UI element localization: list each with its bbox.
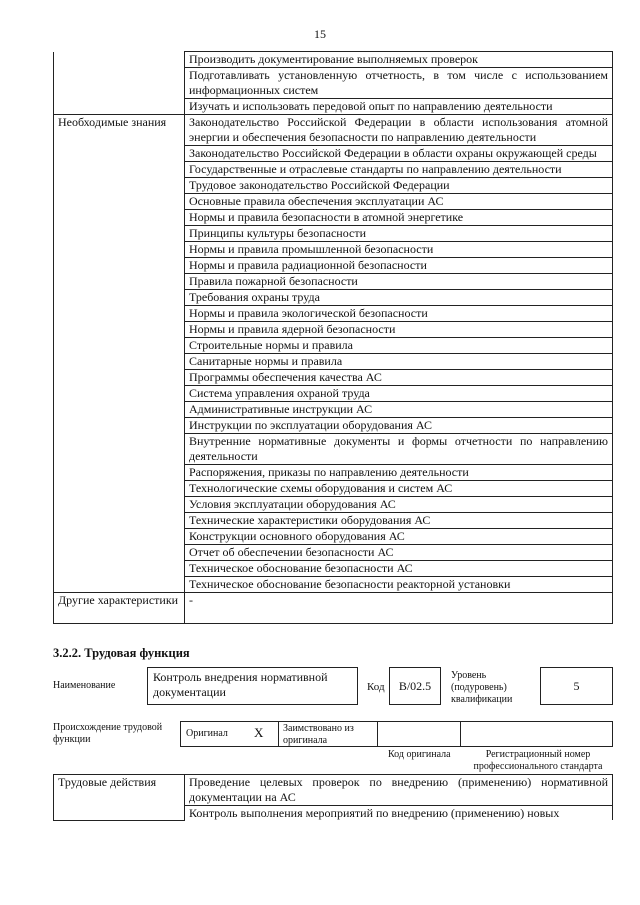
knowledge-item: Трудовое законодательство Российской Федерации bbox=[185, 178, 613, 194]
knowledge-item: Законодательство Российской Федерации в области использования атомной энергии и обеспечения безопасности по направлению деятельности bbox=[185, 115, 613, 146]
knowledge-item: Законодательство Российской Федерации в области охраны окружающей среды bbox=[185, 146, 613, 162]
knowledge-item: Программы обеспечения качества АС bbox=[185, 370, 613, 386]
knowledge-item: Нормы и правила ядерной безопасности bbox=[185, 322, 613, 338]
skill-item: Производить документирование выполняемых проверок bbox=[185, 52, 613, 68]
knowledge-item: Санитарные нормы и правила bbox=[185, 354, 613, 370]
knowledge-item: Внутренние нормативные документы и формы отчетности по направлению деятельности bbox=[185, 434, 613, 465]
reg-number-label: Регистрационный номер профессионального стандарта bbox=[473, 749, 603, 772]
knowledge-item: Условия эксплуатации оборудования АС bbox=[185, 497, 613, 513]
origin-label: Происхождение трудовой функции bbox=[53, 722, 163, 745]
action-item-text: Контроль выполнения мероприятий по внедрению (применению) новых bbox=[189, 806, 560, 820]
knowledge-item: Принципы культуры безопасности bbox=[185, 226, 613, 242]
skills-label-cell bbox=[54, 52, 185, 115]
other-value: - bbox=[185, 593, 613, 624]
knowledge-item: Административные инструкции АС bbox=[185, 402, 613, 418]
knowledge-item: Нормы и правила радиационной безопасности bbox=[185, 258, 613, 274]
table-row bbox=[54, 115, 613, 146]
knowledge-item: Государственные и отраслевые стандарты по направлению деятельности bbox=[185, 162, 613, 178]
knowledge-item: Распоряжения, приказы по направлению деятельности bbox=[185, 465, 613, 481]
other-label: Другие характеристики bbox=[54, 593, 185, 624]
code-original-label: Код оригинала bbox=[388, 749, 451, 760]
skill-item: Изучать и использовать передовой опыт по направлению деятельности bbox=[185, 99, 613, 115]
borrowed-label: Заимствовано из оригинала bbox=[283, 723, 354, 746]
name-label: Наименование bbox=[53, 680, 116, 691]
knowledge-item: Нормы и правила безопасности в атомной энергетике bbox=[185, 210, 613, 226]
knowledge-item: Нормы и правила промышленной безопасности bbox=[185, 242, 613, 258]
knowledge-item: Технологические схемы оборудования и систем АС bbox=[185, 481, 613, 497]
action-item: Проведение целевых проверок по внедрению (применению) нормативной документации на АС bbox=[185, 775, 613, 806]
knowledge-item: Технические характеристики оборудования АС bbox=[185, 513, 613, 529]
section-heading: 3.2.2. Трудовая функция bbox=[53, 646, 190, 660]
skill-item: Подготавливать установленную отчетность, в том числе с использованием информационных систем bbox=[185, 68, 613, 99]
level-value-box: 5 bbox=[540, 667, 613, 705]
table-row bbox=[54, 593, 613, 624]
page-number: 15 bbox=[314, 27, 326, 41]
original-label: Оригинал bbox=[186, 728, 228, 739]
original-mark: X bbox=[254, 725, 264, 740]
code-label: Код bbox=[367, 681, 385, 693]
knowledge-item: Основные правила обеспечения эксплуатации АС bbox=[185, 194, 613, 210]
knowledge-item: Отчет об обеспечении безопасности АС bbox=[185, 545, 613, 561]
knowledge-label: Необходимые знания bbox=[54, 115, 185, 593]
knowledge-item: Строительные нормы и правила bbox=[185, 338, 613, 354]
knowledge-item: Требования охраны труда bbox=[185, 290, 613, 306]
knowledge-item: Техническое обоснование безопасности реакторной установки bbox=[185, 577, 613, 593]
knowledge-item: Система управления охраной труда bbox=[185, 386, 613, 402]
knowledge-item: Нормы и правила экологической безопасности bbox=[185, 306, 613, 322]
action-item bbox=[185, 806, 613, 821]
knowledge-item: Инструкции по эксплуатации оборудования АС bbox=[185, 418, 613, 434]
code-value-box: B/02.5 bbox=[389, 667, 441, 705]
actions-table bbox=[53, 774, 613, 821]
function-name-box: Контроль внедрения нормативной документации bbox=[147, 667, 358, 705]
code-original-box bbox=[378, 721, 461, 747]
reg-number-box bbox=[461, 721, 613, 747]
knowledge-item: Техническое обоснование безопасности АС bbox=[185, 561, 613, 577]
knowledge-item: Правила пожарной безопасности bbox=[185, 274, 613, 290]
qualification-table bbox=[53, 51, 613, 624]
knowledge-item: Конструкции основного оборудования АС bbox=[185, 529, 613, 545]
level-label: Уровень (подуровень) квалификации bbox=[451, 670, 513, 705]
table-row bbox=[54, 52, 613, 68]
actions-label: Трудовые действия bbox=[54, 775, 185, 821]
